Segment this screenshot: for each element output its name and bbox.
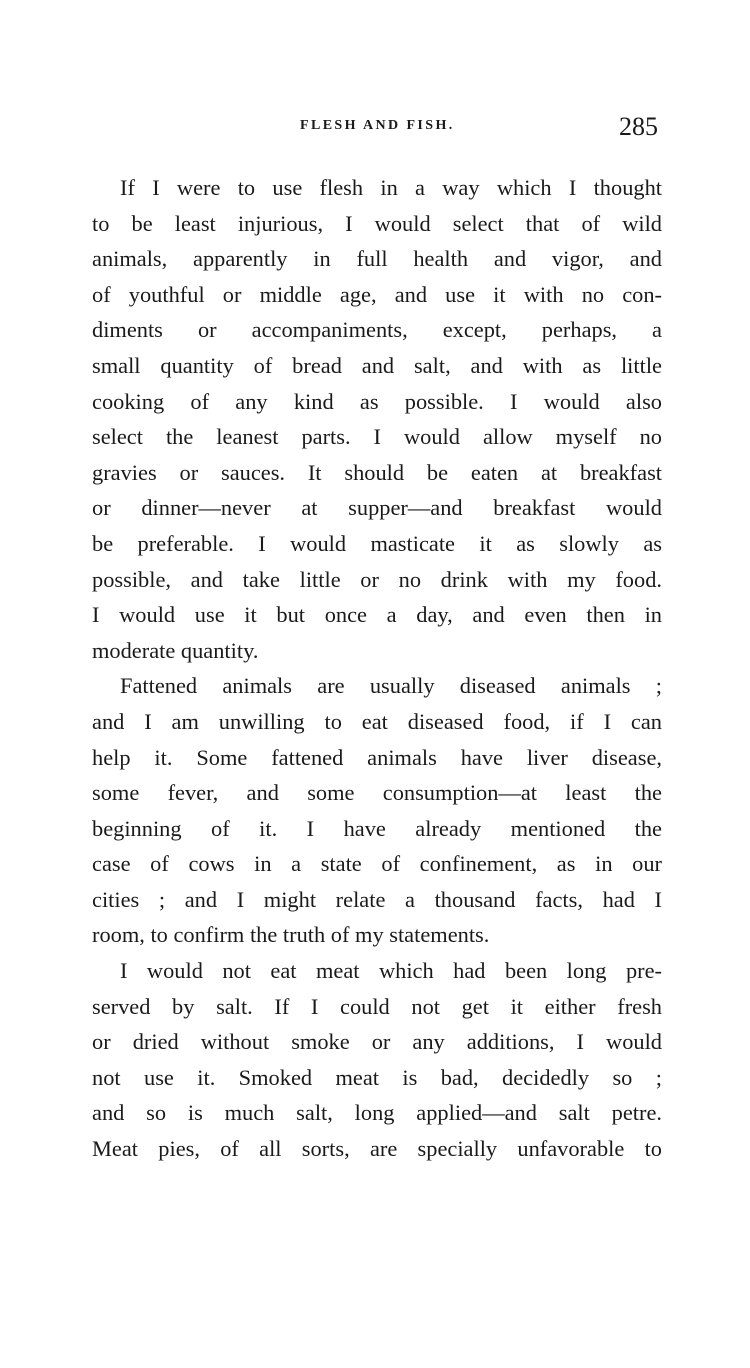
running-title: FLESH AND FISH. bbox=[300, 118, 455, 133]
text-line: or dinner—never at supper—and breakfast would bbox=[92, 495, 662, 521]
text-line: diments or accompaniments, except, perhaps, a bbox=[92, 317, 662, 343]
text-line: cooking of any kind as possible. I would also bbox=[92, 388, 662, 414]
text-line: I would use it but once a day, and even then in bbox=[92, 602, 662, 628]
text-line: be preferable. I would masticate it as slowly as bbox=[92, 530, 662, 556]
text-line: possible, and take little or no drink with my food. bbox=[92, 566, 662, 592]
text-line: or dried without smoke or any additions, I would bbox=[92, 1029, 662, 1055]
text-line: not use it. Smoked meat is bad, decidedly so ; bbox=[92, 1064, 662, 1090]
text-line: case of cows in a state of confinement, as in our bbox=[92, 851, 662, 877]
running-head bbox=[300, 112, 660, 146]
text-line: Fattened animals are usually diseased animals ; bbox=[120, 673, 662, 699]
text-line: animals, apparently in full health and vigor, and bbox=[92, 246, 662, 272]
text-line: and I am unwilling to eat diseased food, if I can bbox=[92, 708, 662, 734]
text-line: served by salt. If I could not get it either fresh bbox=[92, 993, 662, 1019]
paragraph-1 bbox=[92, 170, 662, 668]
text-line: If I were to use flesh in a way which I thought bbox=[120, 175, 662, 200]
text-line: gravies or sauces. It should be eaten at breakfast bbox=[92, 459, 662, 485]
text-line: moderate quantity. bbox=[92, 637, 259, 663]
text-line: small quantity of bread and salt, and with as little bbox=[92, 352, 662, 378]
text-line: select the leanest parts. I would allow myself no bbox=[92, 424, 662, 450]
paragraph-2 bbox=[92, 668, 662, 953]
text-line: of youthful or middle age, and use it with no con- bbox=[92, 281, 662, 307]
paragraph-3 bbox=[92, 953, 662, 1167]
body-text bbox=[92, 170, 662, 1167]
text-line: beginning of it. I have already mentioned the bbox=[92, 815, 662, 841]
page-number: 285 bbox=[619, 112, 658, 141]
text-line: cities ; and I might relate a thousand facts, had I bbox=[92, 886, 662, 912]
text-line: room, to confirm the truth of my statements. bbox=[92, 922, 490, 948]
text-line: some fever, and some consumption—at least the bbox=[92, 780, 662, 806]
text-line: to be least injurious, I would select that of wild bbox=[92, 210, 662, 236]
text-line: I would not eat meat which had been long pre- bbox=[120, 958, 662, 984]
text-line: Meat pies, of all sorts, are specially unfavorable to bbox=[92, 1136, 662, 1162]
text-line: and so is much salt, long applied—and salt petre. bbox=[92, 1100, 662, 1126]
text-line: help it. Some fattened animals have liver disease, bbox=[92, 744, 662, 770]
